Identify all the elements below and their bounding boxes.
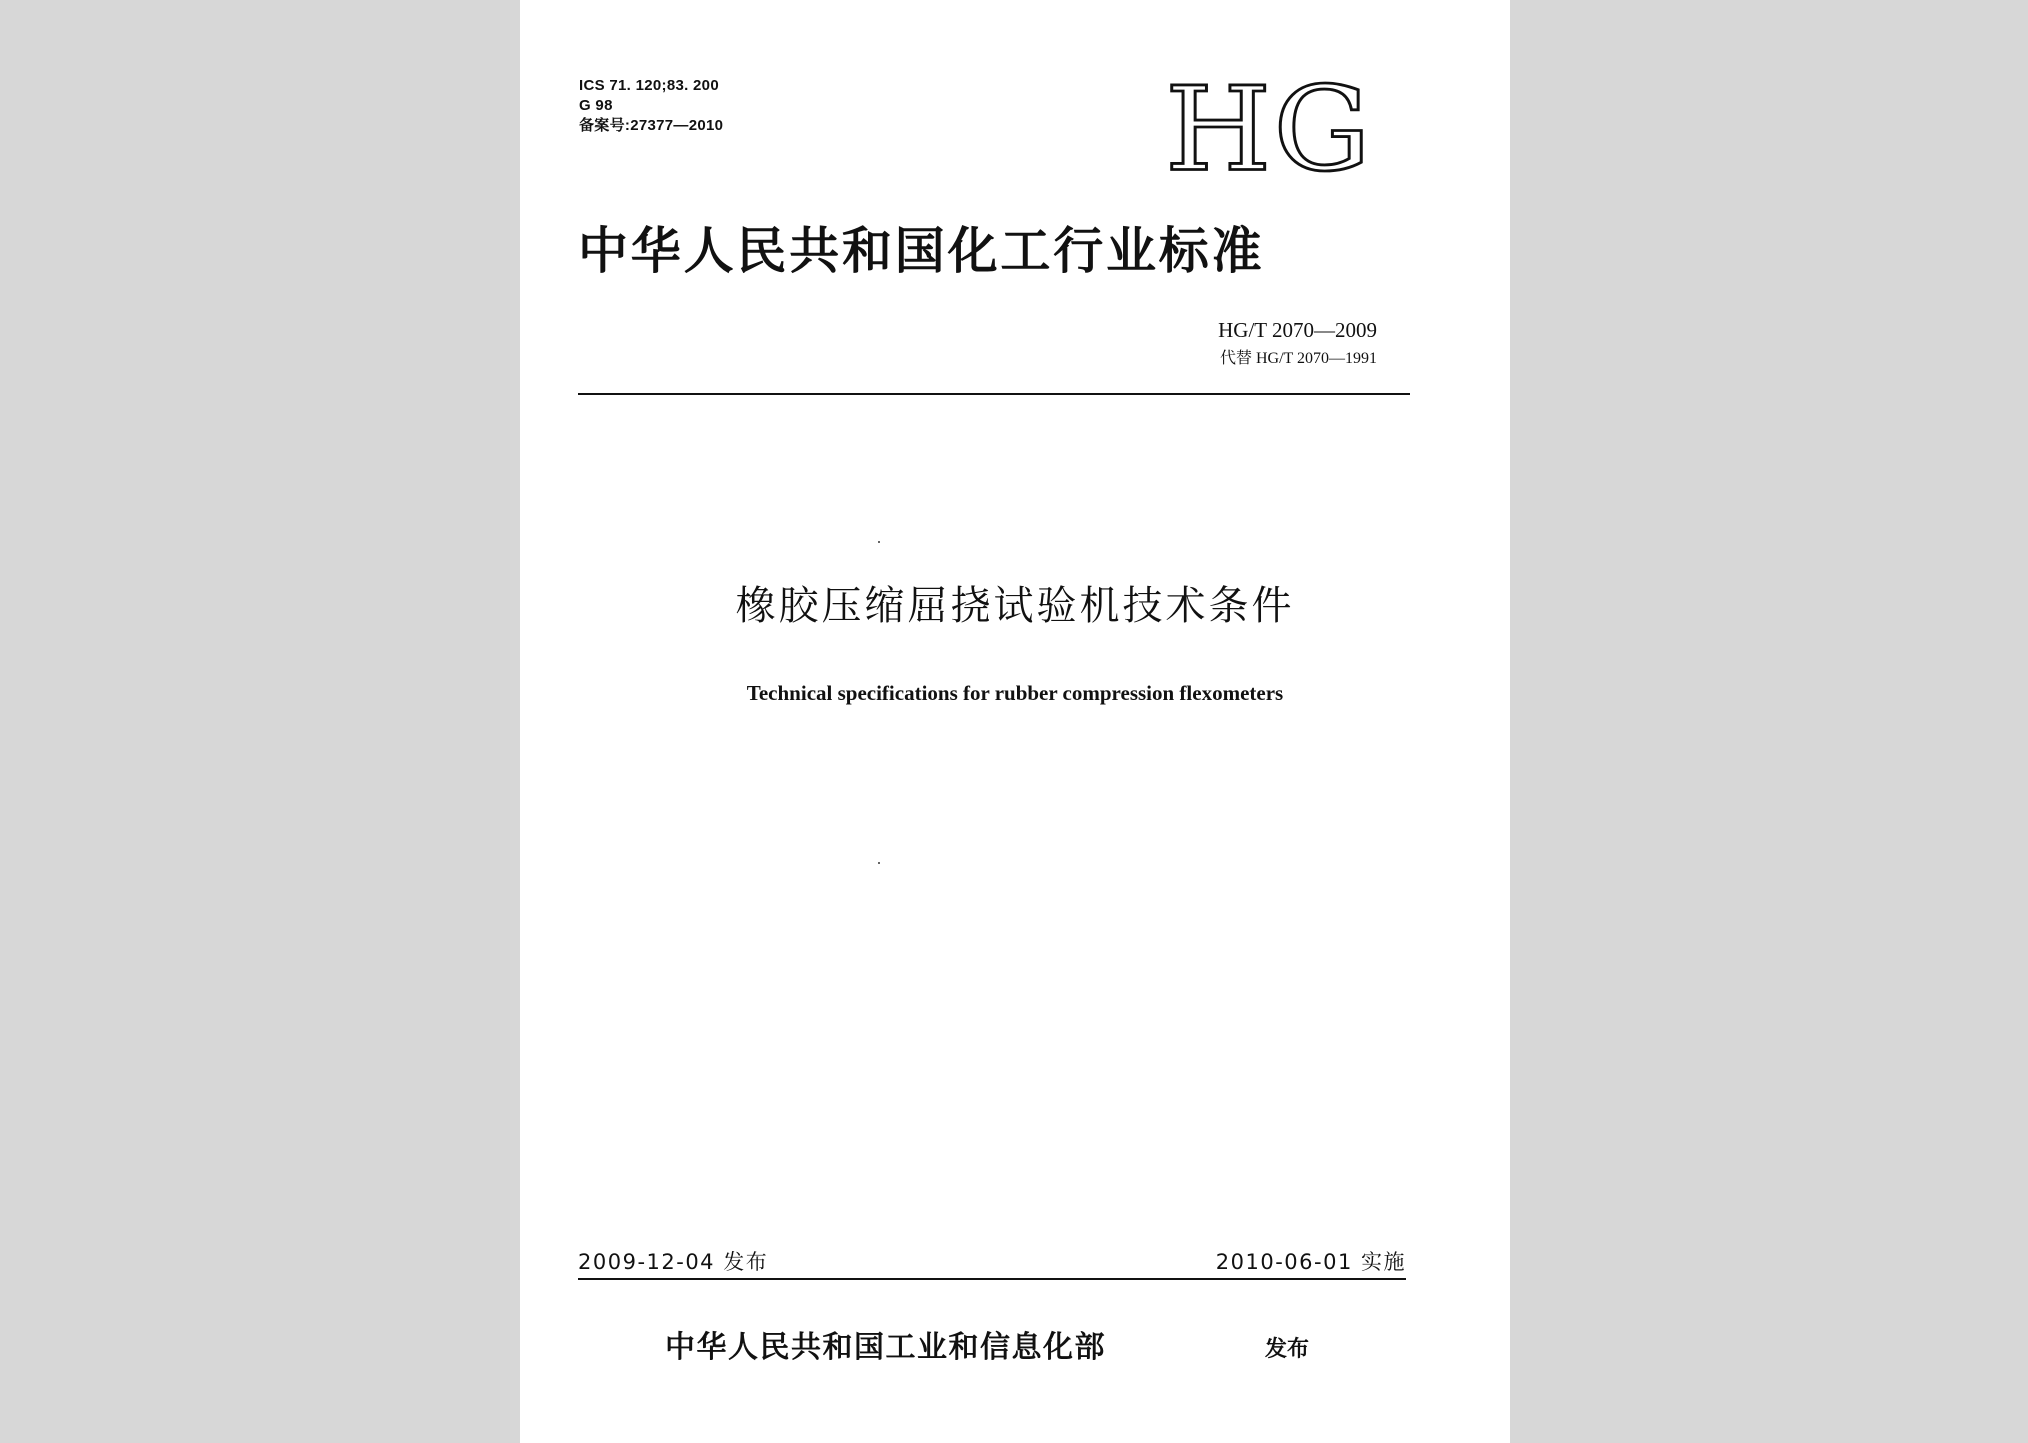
- scan-speck: [878, 862, 880, 864]
- standard-title: 中华人民共和国化工行业标准: [578, 222, 1265, 280]
- classification-info: [579, 76, 723, 136]
- replaces-code: 代替 HG/T 2070—1991: [1219, 350, 1377, 367]
- footer-divider: [578, 1278, 1406, 1280]
- header-divider: [578, 393, 1410, 395]
- implementation-date: 2010-06-01 实施: [1215, 1250, 1406, 1274]
- filing-number: 备案号:27377—2010: [579, 117, 724, 134]
- publish-label: 发布: [1265, 1337, 1310, 1362]
- publisher: 中华人民共和国工业和信息化部: [665, 1330, 1106, 1365]
- hg-logo: HG: [1165, 62, 1373, 198]
- scan-speck: [878, 541, 880, 543]
- document-title-en: Technical specifications for rubber compression flexometers: [746, 681, 1284, 705]
- ics-code: ICS 71. 120;83. 200: [579, 77, 719, 94]
- issue-date: 2009-12-04 发布: [578, 1250, 769, 1274]
- standard-cover-page: [520, 0, 1510, 1443]
- document-title-cn: 橡胶压缩屈挠试验机技术条件: [735, 583, 1295, 629]
- standard-code: HG/T 2070—2009: [1218, 318, 1377, 342]
- ccs-code: G 98: [579, 97, 613, 114]
